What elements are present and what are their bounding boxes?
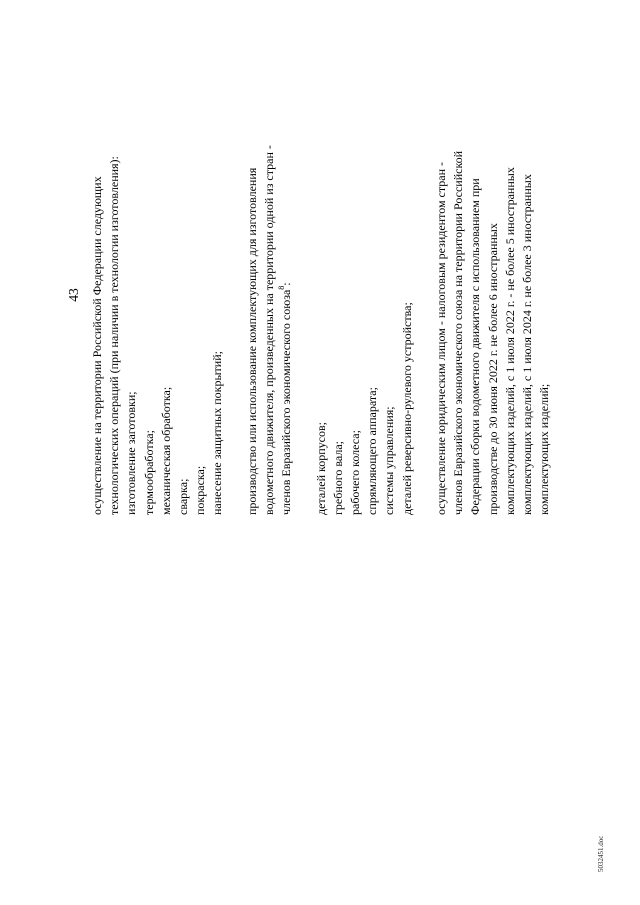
text-line: осуществление юридическим лицом - налоговым резидентом стран -: [434, 161, 449, 515]
list-item: нанесение защитных покрытий;: [210, 351, 225, 515]
list-item: покраска;: [193, 465, 208, 515]
text-line: [278, 75, 295, 515]
text-line: производство или использование комплектующих для изготовления: [244, 167, 259, 515]
footnote-ref: 8: [277, 285, 287, 290]
list-item: изготовление заготовки;: [124, 391, 139, 515]
text-segment: членов Евразийского экономического союза: [279, 289, 294, 515]
text-line: комплектующих изделий, с 1 июля 2024 г. не более 3 иностранных: [520, 174, 535, 515]
list-item: деталей корпусов;: [313, 422, 328, 515]
text-line: осуществление на территории Российской Федерации следующих: [90, 176, 104, 515]
text-line: комплектующих изделий;: [537, 383, 552, 515]
rotated-text-block: [66, 95, 552, 515]
list-item: гребного вала;: [330, 441, 345, 515]
document-file-code: 5032451.doc: [597, 835, 605, 872]
text-line: производстве до 30 июня 2022 г. не более 6 иностранных: [485, 223, 500, 515]
text-line: водометного движителя, произведенных на территории одной из стран -: [262, 145, 277, 515]
list-item: рабочего колеса;: [348, 430, 363, 515]
list-item: сварка;: [176, 478, 191, 515]
blank-line: [295, 75, 312, 515]
text-line: комплектующих изделий, с 1 июля 2022 г. - не более 5 иностранных: [502, 167, 517, 515]
list-item: механическая обработка;: [158, 386, 173, 515]
page-number: 43: [66, 288, 81, 302]
text-line: технологических операций (при наличии в технологии изготовления):: [107, 156, 122, 515]
list-item: системы управления;: [382, 406, 397, 515]
text-line: Федерации сборки водометного движителя с использованием при: [468, 178, 483, 515]
text-segment: :: [279, 282, 294, 286]
document-body: [89, 75, 553, 515]
list-item: деталей реверсивно-рулевого устройства;: [399, 302, 414, 515]
list-item: спрямляющего аппарата;: [365, 387, 380, 515]
blank-line: [227, 75, 244, 515]
list-item: термообработка;: [141, 430, 156, 515]
blank-line: [416, 75, 433, 515]
text-line: членов Евразийского экономического союза на территории Российской: [451, 150, 466, 515]
